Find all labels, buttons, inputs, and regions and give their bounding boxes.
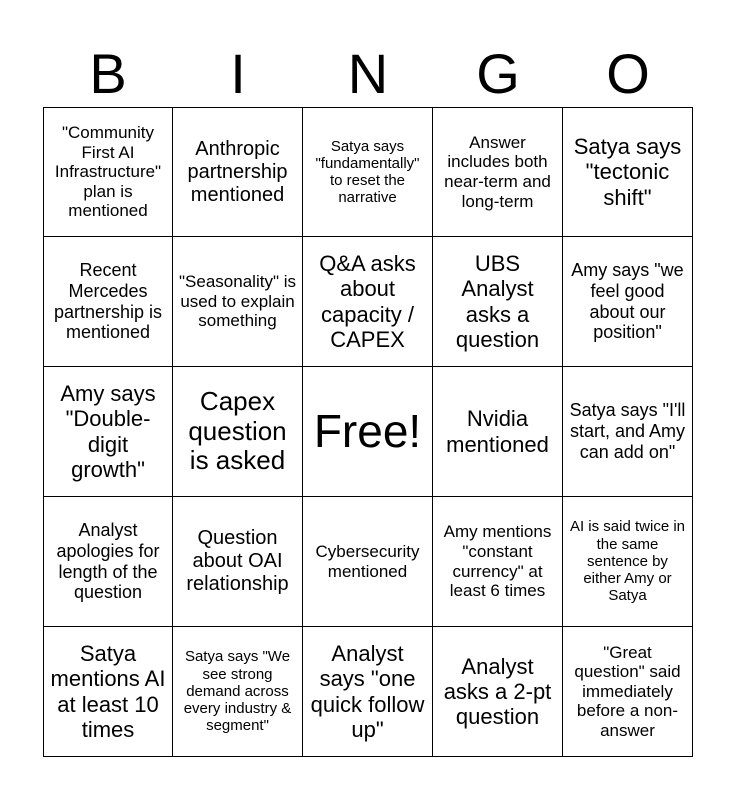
bingo-cell[interactable] [173, 237, 303, 367]
header-letter-o: O [606, 42, 650, 105]
cell-text: Satya says "tectonic shift" [573, 134, 682, 210]
cell-text: AI is said twice in the same sentence by either Amy or Satya [569, 518, 686, 605]
bingo-cell[interactable] [433, 237, 563, 367]
cell-text: Anthropic partnership mentioned [187, 137, 288, 206]
bingo-cell[interactable] [433, 627, 563, 757]
cell-text: Cybersecurity mentioned [315, 541, 420, 581]
bingo-cell[interactable] [173, 107, 303, 237]
bingo-cell[interactable] [303, 237, 433, 367]
cell-text: Analyst says "one quick follow up" [310, 640, 425, 742]
bingo-cell[interactable] [563, 107, 693, 237]
free-cell-text: Free! [313, 405, 422, 458]
cell-text: Analyst apologies for length of the question [56, 520, 160, 603]
cell-text: Recent Mercedes partnership is mentioned [53, 260, 163, 343]
bingo-cell[interactable] [43, 367, 173, 497]
cell-text: Analyst asks a 2-pt question [443, 653, 552, 730]
cell-text: Satya says "I'll start, and Amy can add on" [569, 400, 686, 462]
cell-text: Amy says "Double-digit growth" [60, 380, 156, 482]
cell-text: "Community First AI Infrastructure" plan is mentioned [54, 123, 162, 221]
bingo-cell[interactable] [43, 627, 173, 757]
cell-text: Satya says "We see strong demand across every industry & segment" [183, 648, 292, 735]
bingo-cell[interactable] [563, 497, 693, 627]
bingo-cell[interactable] [433, 107, 563, 237]
header-letter-g: G [476, 42, 520, 105]
header-letter-b: B [89, 42, 127, 105]
cell-text: UBS Analyst asks a question [455, 250, 540, 352]
cell-text: Satya says "fundamentally" to reset the narrative [315, 137, 420, 207]
cell-text: Amy mentions "constant currency" at least 6 times [443, 522, 552, 601]
header-letter-i: I [230, 42, 246, 105]
bingo-cell[interactable] [563, 367, 693, 497]
bingo-cell[interactable] [303, 497, 433, 627]
cell-text: Nvidia mentioned [446, 406, 549, 457]
bingo-cell[interactable] [303, 627, 433, 757]
cell-text: "Seasonality" is used to explain something [179, 272, 296, 331]
cell-text: Q&A asks about capacity / CAPEX [319, 250, 416, 352]
cell-text: Answer includes both near-term and long-term [444, 132, 551, 211]
free-cell[interactable] [303, 367, 433, 497]
cell-text: Question about OAI relationship [186, 527, 289, 595]
bingo-cell[interactable] [433, 367, 563, 497]
bingo-cell[interactable] [43, 497, 173, 627]
bingo-cell[interactable] [43, 237, 173, 367]
bingo-cell[interactable] [173, 367, 303, 497]
cell-text: "Great question" said immediately before a non-answer [574, 642, 681, 740]
bingo-cell[interactable] [43, 107, 173, 237]
cell-text: Amy says "we feel good about our position" [571, 260, 684, 343]
bingo-cell[interactable] [563, 237, 693, 367]
header-letter-n: N [347, 42, 389, 105]
bingo-cell[interactable] [173, 627, 303, 757]
bingo-board [43, 107, 693, 757]
bingo-cell[interactable] [563, 627, 693, 757]
cell-text: Satya mentions AI at least 10 times [50, 640, 166, 742]
cell-text: Capex question is asked [188, 385, 287, 476]
bingo-cell[interactable] [173, 497, 303, 627]
bingo-cell[interactable] [433, 497, 563, 627]
bingo-cell[interactable] [303, 107, 433, 237]
bingo-header [43, 40, 693, 108]
